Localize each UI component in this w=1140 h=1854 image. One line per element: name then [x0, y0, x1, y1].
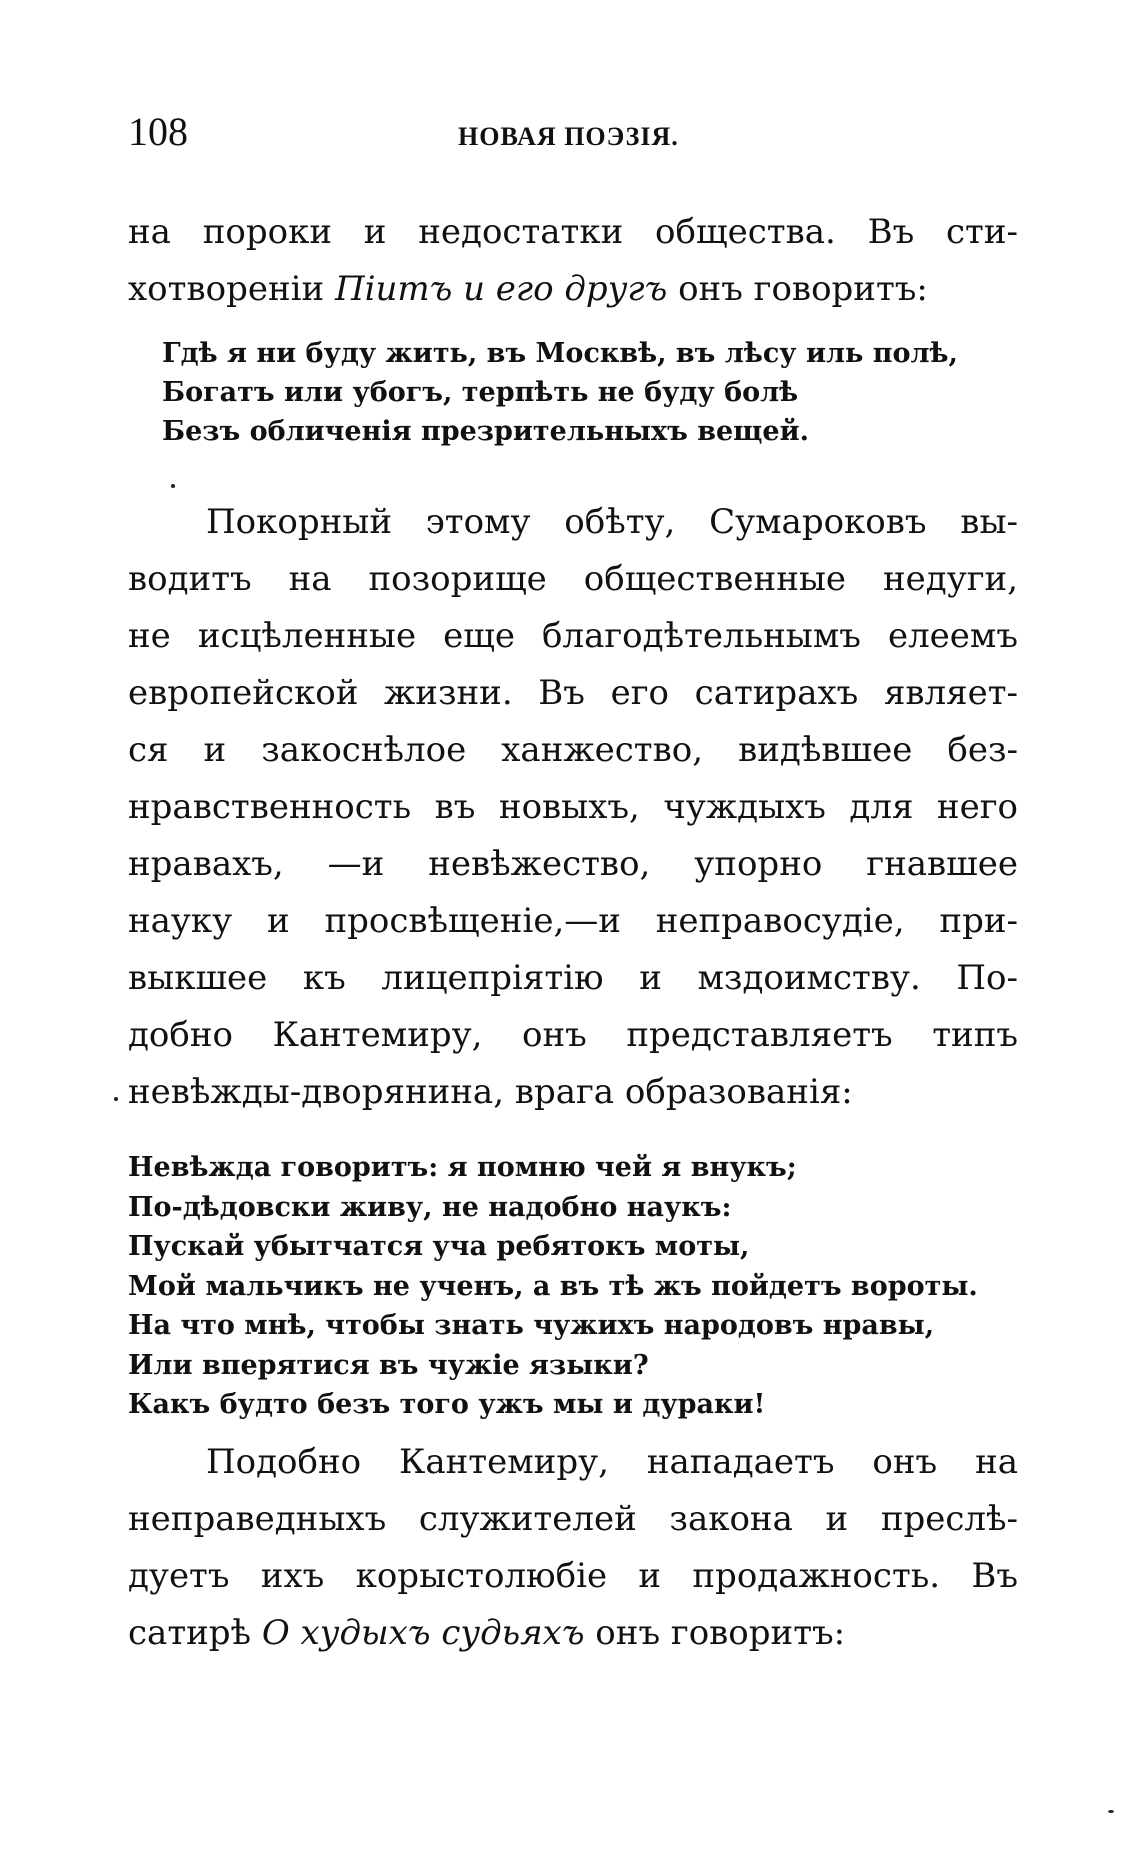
print-speck: [114, 1097, 118, 1101]
paragraph-2-line-6: нравственность въ новыхъ, чуждыхъ для него: [128, 787, 1018, 827]
paragraph-2-line-11: невѣжды-дворянина, врага образованія:: [128, 1072, 853, 1112]
verse-1-line-1: Гдѣ я ни буду жить, въ Москвѣ, въ лѣсу иль полѣ,: [162, 338, 958, 369]
paragraph-3-line-4-post: онъ говоритъ:: [584, 1613, 846, 1653]
paragraph-2-line-9: выкшее къ лицепріятію и мздоимству. По-: [128, 958, 1018, 998]
page-number: 108: [128, 109, 188, 154]
paragraph-1: [128, 204, 1018, 318]
running-title: НОВАЯ ПОЭЗІЯ.: [458, 122, 679, 151]
paragraph-2-line-10: добно Кантемиру, онъ представляетъ типъ: [128, 1015, 1018, 1055]
verse-2-line-3: Пускай убытчатся уча ребятокъ моты,: [128, 1231, 750, 1262]
verse-1-line-2: Богатъ или убогъ, терпѣть не буду болѣ: [162, 377, 799, 408]
paragraph-2-line-1: Покорный этому обѣту, Сумароковъ вы-: [206, 502, 1018, 542]
paragraph-3: [128, 1434, 1018, 1662]
paragraph-1-line-1: на пороки и недостатки общества. Въ сти-: [128, 212, 1018, 252]
paragraph-3-line-2: неправедныхъ служителей закона и преслѣ-: [128, 1499, 1018, 1539]
verse-2-line-6: Или вперятися въ чужіе языки?: [128, 1349, 649, 1381]
paragraph-2-line-5: ся и закоснѣлое ханжество, видѣвшее без-: [128, 730, 1018, 770]
verse-2-line-4: Мой мальчикъ не ученъ, а въ тѣ жъ пойдетъ вороты.: [128, 1270, 978, 1302]
paragraph-2: [128, 494, 1018, 1121]
paragraph-3-line-1: Подобно Кантемиру, нападаетъ онъ на: [206, 1442, 1018, 1482]
verse-2-line-2: По-дѣдовски живу, не надобно наукъ:: [128, 1191, 732, 1223]
paragraph-1-line-2-post: онъ говоритъ:: [667, 269, 928, 309]
verse-2-line-1: Невѣжда говоритъ: я помню чей я внукъ;: [128, 1152, 797, 1183]
verse-quote-2: [128, 1148, 978, 1425]
page-header: [128, 108, 1020, 158]
paragraph-1-line-2: [128, 261, 1018, 318]
paragraph-2-line-8: науку и просвѣщеніе,—и неправосудіе, при-: [128, 901, 1018, 941]
verse-2-line-7: Какъ будто безъ того ужъ мы и дураки!: [128, 1389, 766, 1420]
paragraph-3-line-3: дуетъ ихъ корыстолюбіе и продажность. Въ: [128, 1556, 1018, 1596]
paragraph-1-line-2-pre: хотвореніи: [128, 269, 335, 309]
paragraph-2-line-4: европейской жизни. Въ его сатирахъ являет-: [128, 673, 1018, 713]
satire-title-judges: О худыхъ судьяхъ: [261, 1613, 585, 1653]
verse-2-line-5: На что мнѣ, чтобы знать чужихъ народовъ нравы,: [128, 1310, 935, 1341]
paragraph-2-line-7: нравахъ, —и невѣжество, упорно гнавшее: [128, 844, 1018, 884]
print-speck: [1108, 1810, 1114, 1813]
poem-title-piit: Піитъ и его другъ: [334, 269, 668, 309]
paragraph-2-line-2: водитъ на позорище общественные недуги,: [128, 559, 1018, 599]
paragraph-3-line-4: [128, 1605, 1018, 1662]
paragraph-3-line-4-pre: сатирѣ: [128, 1613, 262, 1653]
verse-quote-1: [162, 334, 958, 451]
print-speck: [171, 484, 175, 488]
verse-1-line-3: Безъ обличенія презрительныхъ вещей.: [162, 416, 809, 447]
paragraph-2-line-3: не исцѣленные еще благодѣтельнымъ елеемъ: [128, 616, 1018, 656]
